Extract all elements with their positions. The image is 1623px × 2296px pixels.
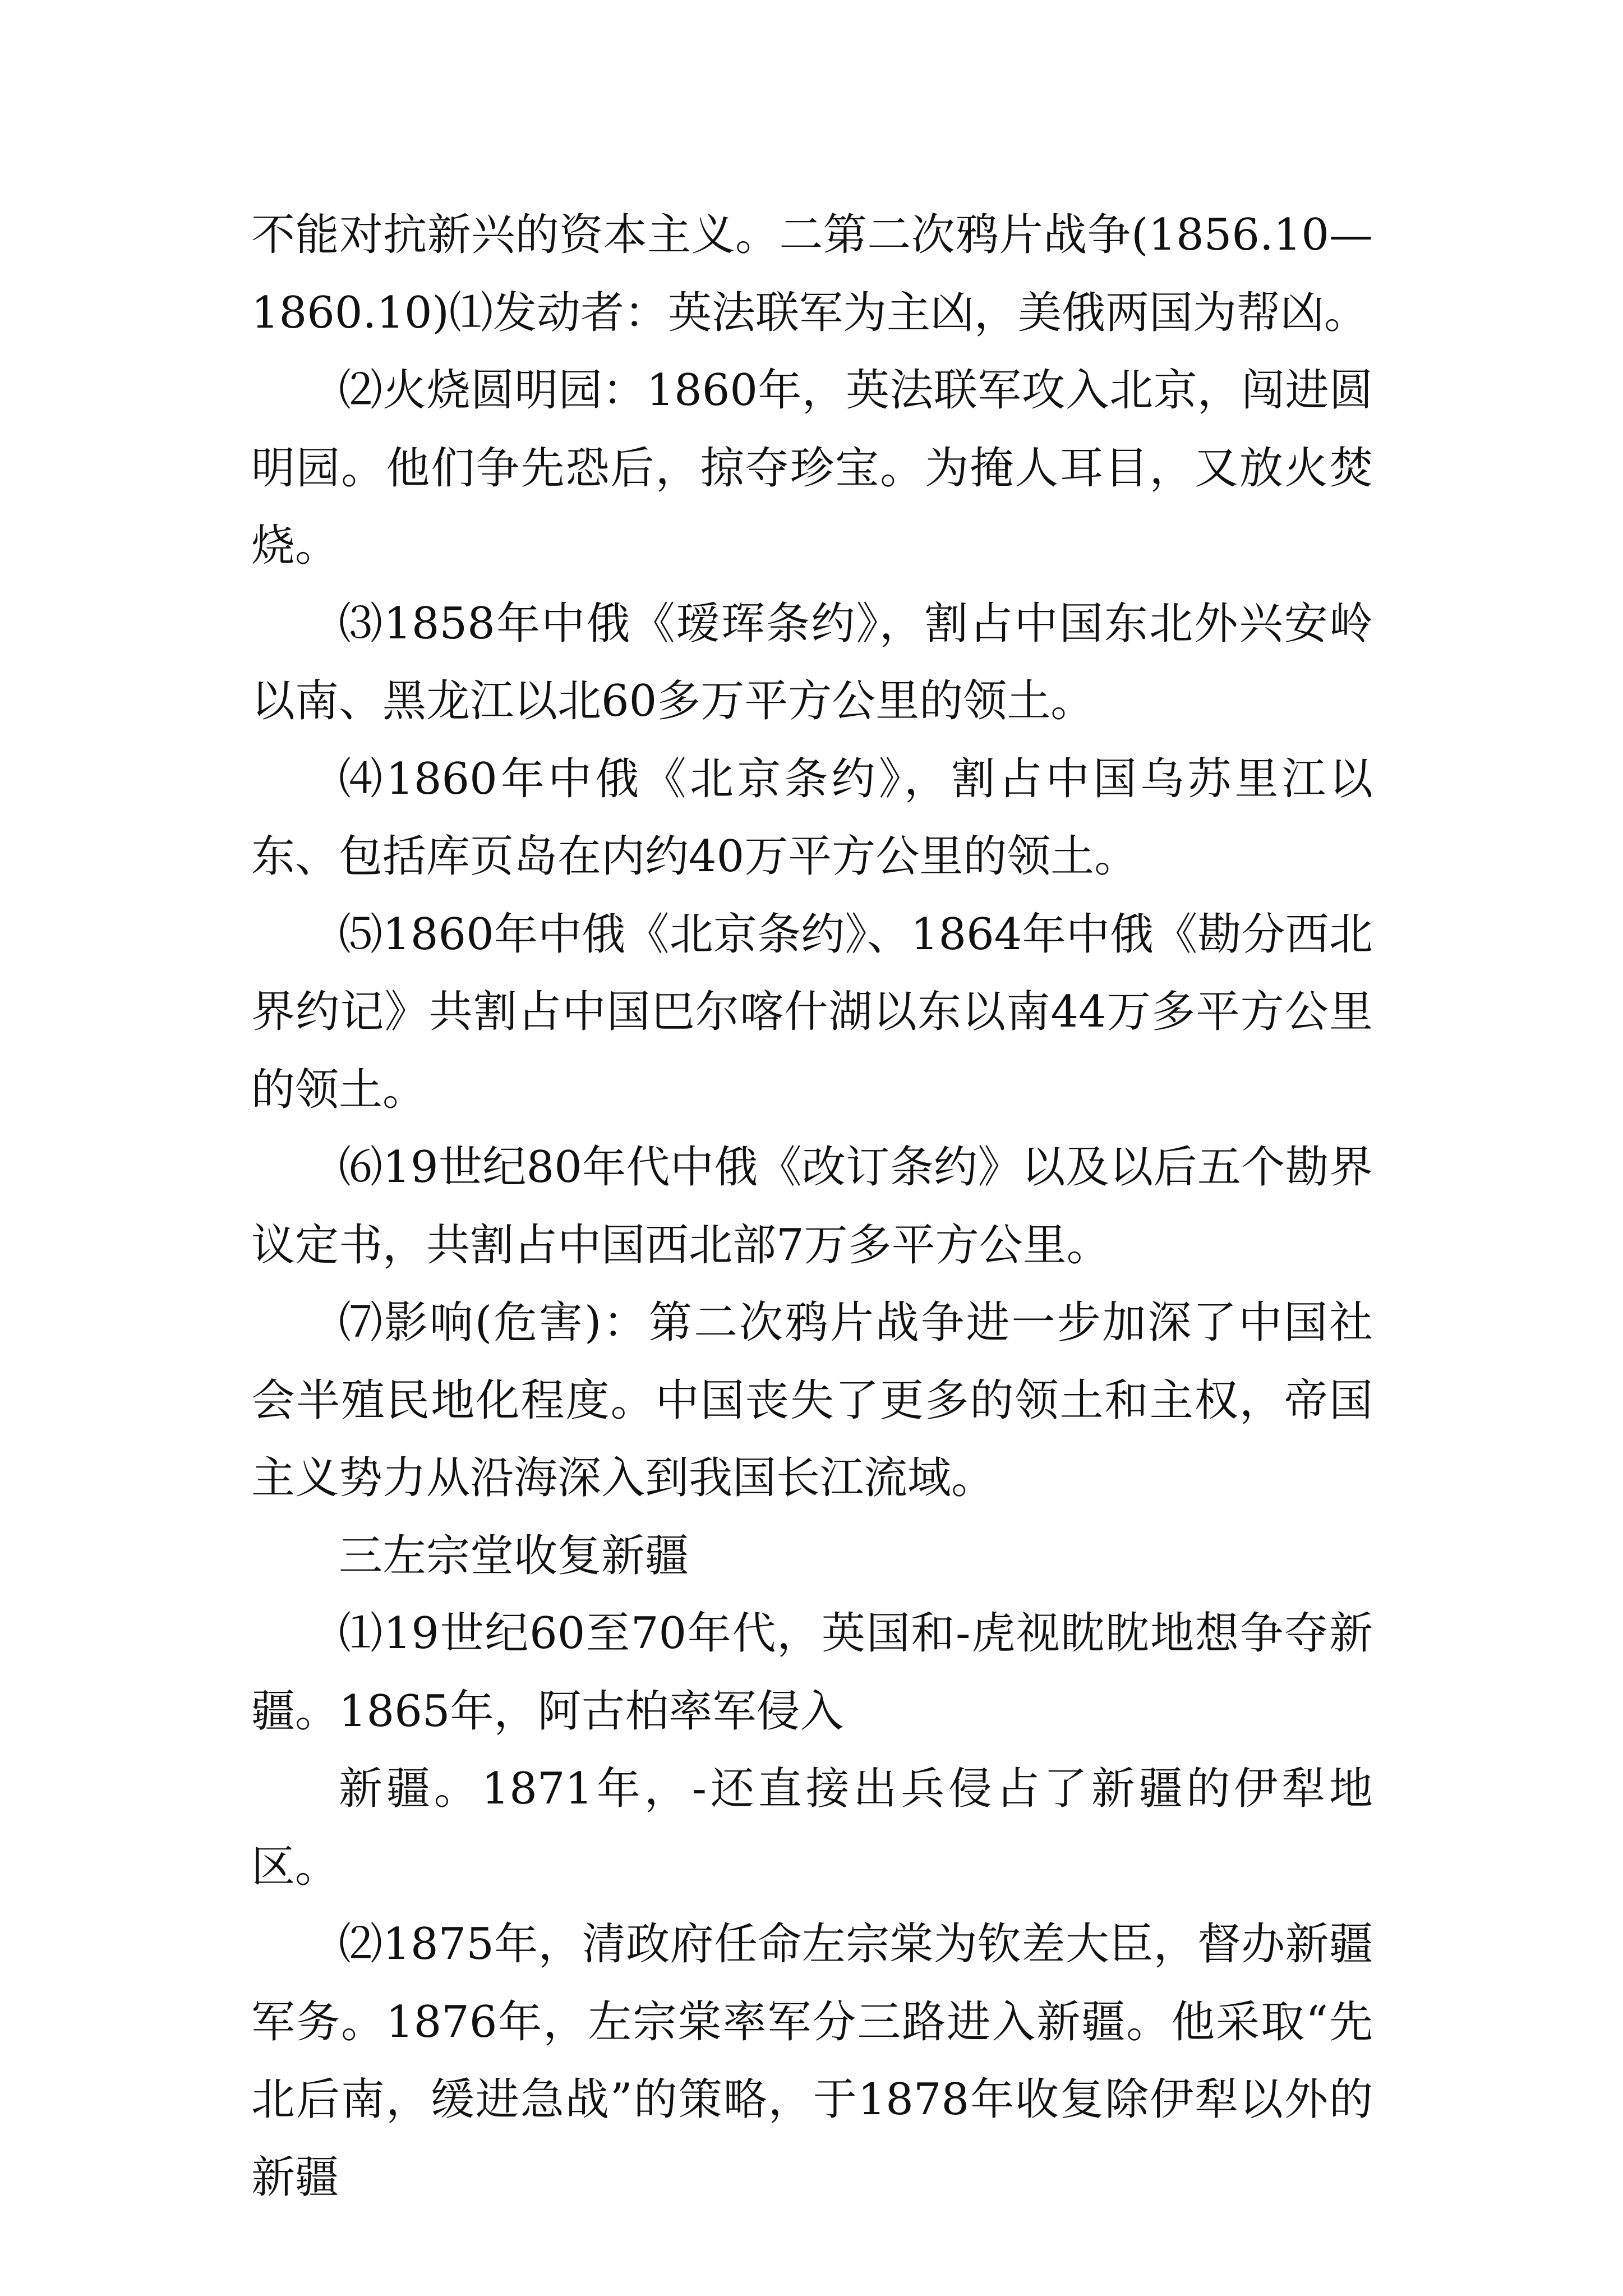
paragraph-northwest-boundary: ⑸1860年中俄《北京条约》、1864年中俄《勘分西北界约记》共割占中国巴尔喀什湖以东以南44万多平方公里的领土。 [251,909,1373,1115]
paragraph-xinjiang-threat: ⑴19世纪60至70年代，英国和-虎视眈眈地想争夺新疆。1865年，阿古柏率军侵入 [251,1608,1373,1737]
paragraph-aigun-treaty: ⑶1858年中俄《瑷珲条约》，割占中国东北外兴安岭以南、黑龙江以北60多万平方公里的领土。 [251,598,1373,726]
paragraph-ili-occupation: 新疆。1871年，-还直接出兵侵占了新疆的伊犁地区。 [251,1764,1373,1892]
paragraph-beijing-treaty: ⑷1860年中俄《北京条约》，割占中国乌苏里江以东、包括库页岛在内约40万平方公里的领土。 [251,753,1373,882]
paragraph-revised-treaty: ⑹19世纪80年代中俄《改订条约》以及以后五个勘界议定书，共割占中国西北部7万多平方公里。 [251,1142,1373,1271]
body-text [251,196,1373,2216]
paragraph-intro-second-opium-war: 不能对抗新兴的资本主义。二第二次鸦片战争(1856.10—1860.10)⑴发动者：英法联军为主凶，美俄两国为帮凶。 [251,210,1373,338]
paragraph-burning-yuanmingyuan: ⑵火烧圆明园：1860年，英法联军攻入北京，闯进圆明园。他们争先恐后，掠夺珍宝。为掩人耳目，又放火焚烧。 [251,365,1373,571]
paragraph-zuo-zongtang-campaign: ⑵1875年，清政府任命左宗棠为钦差大臣，督办新疆军务。1876年，左宗棠率军分三路进入新疆。他采取“先北后南，缓进急战”的策略，于1878年收复除伊犁以外的新疆 [251,1919,1373,2203]
paragraph-impact: ⑺影响(危害)：第二次鸦片战争进一步加深了中国社会半殖民地化程度。中国丧失了更多的领土和主权，帝国主义势力从沿海深入到我国长江流域。 [251,1297,1373,1503]
section-heading-xinjiang: 三左宗堂收复新疆 [339,1530,689,1581]
